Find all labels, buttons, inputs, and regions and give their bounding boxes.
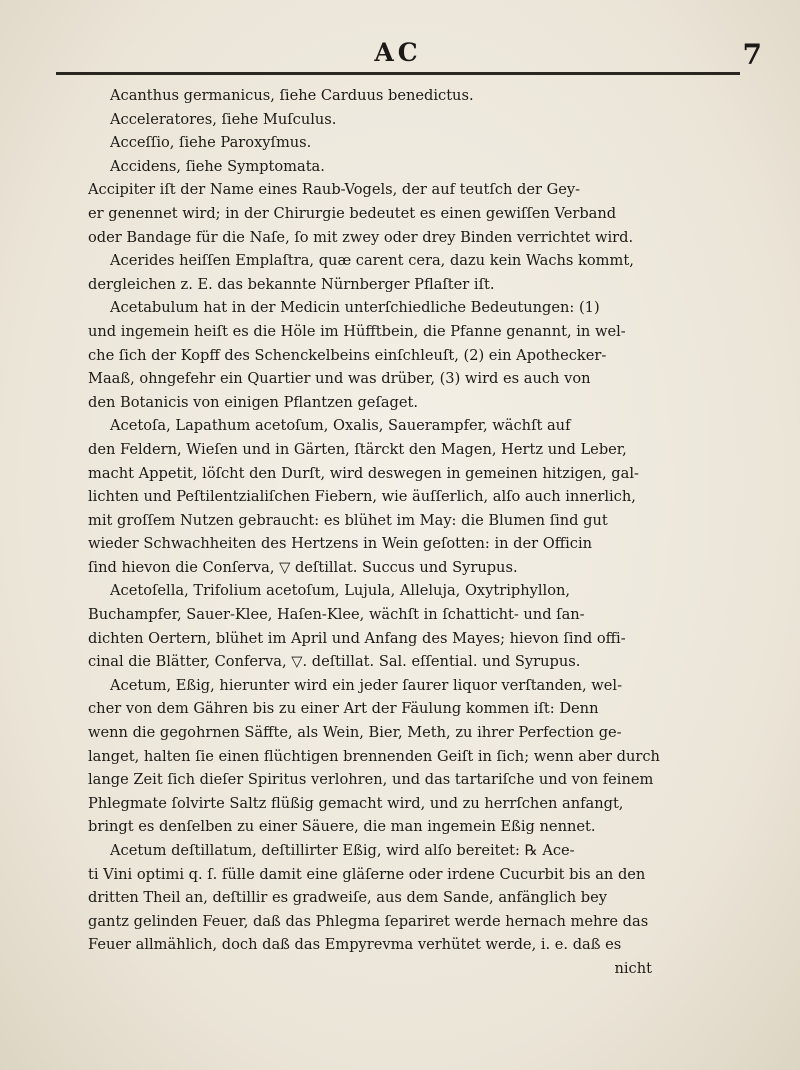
text-line: cinal die Blätter, Conferva, ▽. deſtillat. Sal. eſſential. und Syrupus. (88, 653, 581, 671)
page-number: 7 (742, 38, 762, 71)
text-line: dichten Oertern, blühet im April und Anfang des Mayes; hievon ſind offi- (88, 629, 626, 647)
text-line: wenn die gegohrnen Säffte, als Wein, Bier, Meth, zu ihrer Perfection ge- (88, 724, 622, 742)
text-line: dritten Theil an, deſtillir es gradweiſe, aus dem Sande, anfänglich bey (88, 889, 608, 907)
text-line: oder Bandage für die Naſe, ſo mit zwey oder drey Binden verrichtet wird. (88, 228, 634, 246)
text-line: cher von dem Gähren bis zu einer Art der Fäulung kommen iſt: Denn (88, 700, 599, 718)
text-line: den Botanicis von einigen Pflantzen geſaget. (88, 393, 419, 411)
text-line: mit groſſem Nutzen gebraucht: es blühet im May: die Blumen ſind gut (88, 511, 608, 529)
text-line: und ingemein heiſt es die Höle im Hüfftbein, die Pfanne genannt, in wel- (88, 322, 626, 340)
text-line: Acanthus germanicus, ſiehe Carduus benedictus. (110, 87, 474, 104)
text-line: lange Zeit ſich dieſer Spiritus verlohren, und das tartariſche und von feinem (88, 771, 654, 789)
text-line: Acetabulum hat in der Medicin unterſchiedliche Bedeutungen: (1) (110, 299, 600, 317)
text-line: che ſich der Kopff des Schenckelbeins einſchleuſt, (2) ein Apothecker- (88, 346, 607, 364)
text-line: gantz gelinden Feuer, daß das Phlegma ſepariret werde hernach mehre das (88, 912, 649, 930)
body-text (88, 84, 748, 981)
text-line: wieder Schwachheiten des Hertzens in Wein geſotten: in der Officin (88, 535, 593, 553)
text-line: Phlegmate ſolvirte Saltz flüßig gemacht wird, und zu herrſchen anfangt, (88, 794, 624, 812)
text-line: dergleichen z. E. das bekannte Nürnberger Pflaſter iſt. (88, 275, 495, 293)
text-line: Acetum deſtillatum, deſtillirter Eßig, wird alſo bereitet: ℞ Ace- (110, 842, 575, 859)
text-line: Accidens, ſiehe Symptomata. (110, 157, 325, 175)
text-line: Acetoſa, Lapathum acetoſum, Oxalis, Sauerampfer, wächſt auf (110, 417, 571, 435)
running-header (28, 38, 768, 71)
text-line: bringt es denſelben zu einer Säuere, die man ingemein Eßig nennet. (88, 818, 596, 836)
text-line: ti Vini optimi q. ſ. fülle damit eine gläſerne oder irdene Cucurbit bis an den (88, 865, 646, 883)
catchword: nicht (614, 959, 652, 977)
text-line: Accipiter iſt der Name eines Raub-Vogels, der auf teutſch der Gey- (88, 181, 581, 199)
text-line: langet, halten ſie einen flüchtigen brennenden Geiſt in ſich; wenn aber durch (88, 747, 660, 765)
text-line: er genennet wird; in der Chirurgie bedeutet es einen gewiſſen Verband (88, 204, 617, 222)
text-line: lichten und Peſtilentzialiſchen Fiebern, wie äuſſerlich, alſo auch innerlich, (88, 488, 636, 506)
text-line: ſind hievon die Conſerva, ▽ deſtillat. Succus und Syrupus. (88, 558, 518, 576)
text-line: Acerides heiſſen Emplaſtra, quæ carent cera, dazu kein Wachs kommt, (110, 252, 634, 270)
text-line: den Feldern, Wieſen und in Gärten, ſtärckt den Magen, Hertz und Leber, (88, 440, 627, 458)
text-line: Acceleratores, ſiehe Muſculus. (110, 110, 337, 128)
text-line: Acetoſella, Trifolium acetoſum, Lujula, Alleluja, Oxytriphyllon, (110, 582, 571, 600)
text-line: macht Appetit, löſcht den Durſt, wird deswegen in gemeinen hitzigen, gal- (88, 464, 639, 482)
header-rule (56, 72, 740, 75)
header-title: AC (374, 38, 422, 67)
text-line: Acetum, Eßig, hierunter wird ein jeder ſaurer liquor verſtanden, wel- (110, 676, 623, 694)
text-line: Acceſſio, ſiehe Paroxyſmus. (110, 134, 312, 152)
text-line: Maaß, ohngefehr ein Quartier und was drüber, (3) wird es auch von (88, 370, 591, 388)
text-line: Feuer allmählich, doch daß das Empyrevma verhütet werde, i. e. daß es (88, 936, 622, 954)
text-line: Buchampfer, Sauer-Klee, Haſen-Klee, wächſt in ſchatticht- und ſan- (88, 606, 585, 624)
